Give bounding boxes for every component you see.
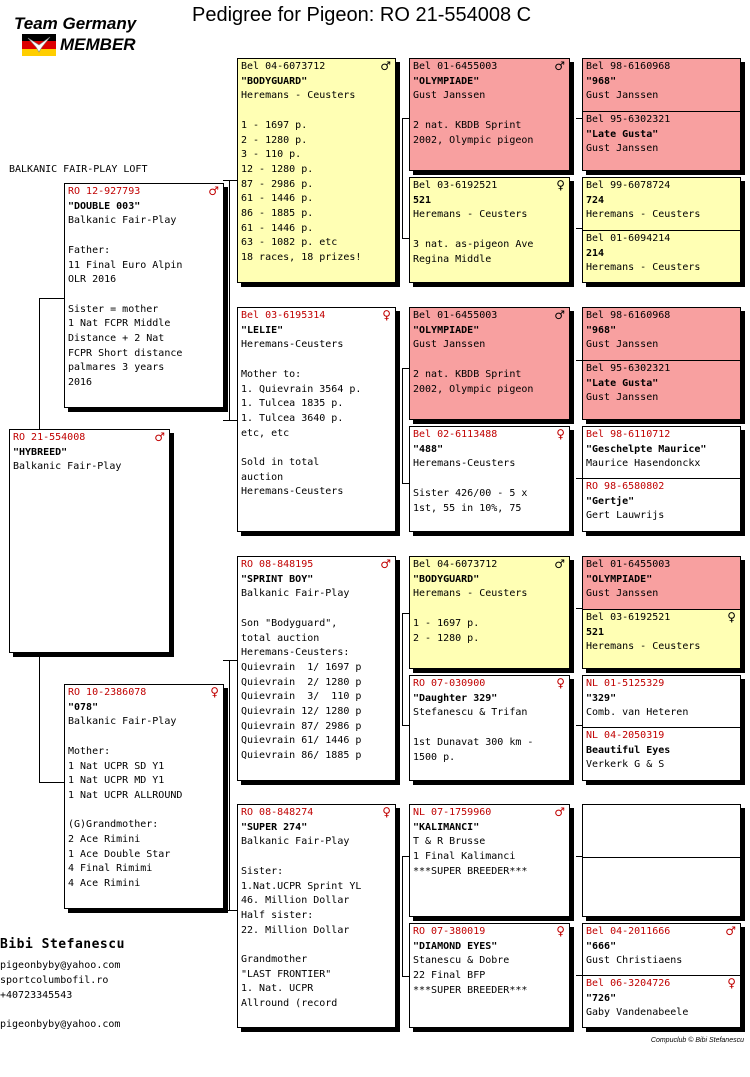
ring-number: Bel 04-2011666 <box>586 926 671 937</box>
pigeon-info-line: Balkanic Fair-Play <box>13 461 122 473</box>
pigeon-info-line: Balkanic Fair-Play <box>68 215 177 227</box>
logo-line2: MEMBER <box>60 35 136 54</box>
pigeon-info-line: 1 Nat UCPR MD Y1 <box>68 775 165 787</box>
male-icon: ♂ <box>554 805 565 819</box>
pigeon-pair-card[interactable] <box>582 58 741 171</box>
pigeon-info-line: Sold in total <box>241 457 320 468</box>
connector-line <box>223 660 237 661</box>
email-link[interactable]: pigeonbyby@yahoo.com <box>0 1019 121 1030</box>
copyright: Compuclub © Bibi Stefanescu <box>650 1037 744 1044</box>
male-icon: ♂ <box>208 184 219 198</box>
pigeon-card-ss[interactable] <box>237 58 396 283</box>
ring-number: Bel 01-6455003 <box>413 61 498 72</box>
ring-number: Bel 02-6113488 <box>413 429 498 440</box>
pigeon-pair-card[interactable] <box>582 804 741 917</box>
pigeon-info-line: 1 Nat UCPR SD Y1 <box>68 760 165 772</box>
pigeon-info-line <box>241 602 392 617</box>
female-icon: ♀ <box>382 805 391 819</box>
email-link[interactable]: pigeonbyby@yahoo.com <box>0 960 121 971</box>
pigeon-info-line: 1. Nat. UCPR <box>241 983 314 995</box>
connector-line <box>402 613 409 614</box>
pigeon-info-line: 61 - 1446 p. <box>241 222 314 234</box>
pigeon-info-line: palmares 3 years <box>68 362 165 374</box>
male-icon: ♂ <box>380 557 391 571</box>
female-icon: ♀ <box>210 685 219 699</box>
pigeon-info-line: 12 - 1280 p. <box>241 163 314 175</box>
connector-line <box>39 652 40 782</box>
website-link[interactable]: sportcolumbofil.ro <box>0 975 109 986</box>
pigeon-info-line: 61 - 1446 p. <box>241 193 314 205</box>
pigeon-pair-card[interactable] <box>582 307 741 420</box>
pigeon-name: "488" <box>413 443 444 455</box>
pigeon-info-line <box>413 721 566 736</box>
male-icon: ♂ <box>725 924 736 938</box>
pigeon-info-line <box>413 472 566 487</box>
pigeon-name: "329" <box>586 692 617 704</box>
ring-number: Bel 06-3204726 <box>586 978 671 989</box>
pigeon-info-line: T & R Brusse <box>413 836 486 848</box>
pigeon-info-line: 2 Ace Rimini <box>68 834 141 845</box>
pigeon-info-line: Grandmother <box>241 954 308 965</box>
pigeon-info-line: 1 - 1697 p. <box>413 617 480 629</box>
pigeon-card-dsd[interactable] <box>409 675 570 781</box>
pigeon-info-line: 11 Final Euro Alpin <box>68 259 183 271</box>
connector-line <box>39 298 64 299</box>
pigeon-info-line: 86 - 1885 p. <box>241 208 314 220</box>
pigeon-entry[interactable] <box>583 361 740 407</box>
pigeon-entry[interactable] <box>583 805 740 857</box>
pigeon-name: "DOUBLE 003" <box>68 200 141 212</box>
pigeon-info-line <box>241 104 392 119</box>
pigeon-card-ddd[interactable] <box>409 923 570 1028</box>
pigeon-card-dam[interactable] <box>64 684 224 909</box>
pigeon-info-line: 2002, Olympic pigeon <box>413 134 534 146</box>
pigeon-info-line: Mother to: <box>241 368 302 380</box>
pigeon-info-line <box>68 804 220 819</box>
pigeon-info-line: Gust Janssen <box>413 339 486 351</box>
pigeon-name: "LELIE" <box>241 324 284 336</box>
pigeon-name: "Late Gusta" <box>586 377 659 389</box>
pigeon-name: "666" <box>586 940 617 952</box>
pigeon-card-sire[interactable] <box>64 183 224 408</box>
pigeon-info-line: 2016 <box>68 377 93 389</box>
pigeon-name: "DIAMOND EYES" <box>413 940 498 952</box>
female-icon: ♀ <box>727 610 736 624</box>
pigeon-name: "HYBREED" <box>13 446 68 458</box>
pigeon-info-line <box>241 441 392 456</box>
pigeon-name: "OLYMPIADE" <box>586 573 653 585</box>
pigeon-info-line <box>413 223 566 238</box>
pigeon-card-sss[interactable] <box>409 58 570 171</box>
pigeon-name: "OLYMPIADE" <box>413 75 480 87</box>
pigeon-info-line: Heremans - Ceusters <box>241 90 356 102</box>
ring-number: RO 10-2386078 <box>68 687 147 698</box>
pigeon-info-line: 1.Nat.UCPR Sprint YL <box>241 880 362 892</box>
pigeon-info-line: 1st Dunavat 300 km - <box>413 736 534 748</box>
team-germany-logo <box>14 14 164 62</box>
ring-number: Bel 01-6094214 <box>586 233 671 244</box>
connector-line <box>402 976 409 977</box>
germany-flag-icon <box>22 34 56 56</box>
breeder: Gust Janssen <box>586 143 659 155</box>
pigeon-name: "968" <box>586 75 617 87</box>
pigeon-info-line: OLR 2016 <box>68 274 117 286</box>
pigeon-info-line: 22. Million Dollar <box>241 924 350 936</box>
pigeon-info-line <box>68 229 220 244</box>
pigeon-card-dss[interactable] <box>409 556 570 669</box>
pigeon-info-line: auction <box>241 471 284 483</box>
male-icon: ♂ <box>554 308 565 322</box>
ring-number: Bel 95-6302321 <box>586 363 671 374</box>
ring-number: Bel 04-6073712 <box>413 559 498 570</box>
connector-line <box>402 118 403 238</box>
pigeon-info-line: 2 - 1280 p. <box>413 632 480 644</box>
pigeon-info-line: 1. Tulcea 3640 p. <box>241 412 344 424</box>
breeder: Heremans - Ceusters <box>586 641 701 653</box>
pigeon-info-line: 87 - 2986 p. <box>241 178 314 190</box>
pigeon-info-line: Sister = mother <box>68 303 159 315</box>
pigeon-info-line: Sister: <box>241 865 284 877</box>
breeder: Gust Janssen <box>586 588 659 600</box>
pigeon-info-line: 3 - 110 p. <box>241 149 302 161</box>
pigeon-info-line: Heremans - Ceusters <box>413 588 528 600</box>
pigeon-entry[interactable] <box>583 924 740 975</box>
pigeon-entry[interactable] <box>583 676 740 727</box>
pigeon-card-dd[interactable] <box>237 804 396 1028</box>
connector-line <box>402 368 409 369</box>
female-icon: ♀ <box>556 427 565 441</box>
pigeon-info-line: Son "Bodyguard", <box>241 617 338 629</box>
pigeon-info-line: 1 Final Kalimanci <box>413 851 516 863</box>
pigeon-info-line: 1. Quievrain 3564 p. <box>241 383 362 395</box>
pigeon-entry[interactable] <box>583 427 740 478</box>
male-icon: ♂ <box>380 59 391 73</box>
pigeon-name: "SUPER 274" <box>241 821 308 833</box>
pigeon-entry[interactable] <box>583 231 740 277</box>
pigeon-info-line: Sister 426/00 - 5 x <box>413 487 528 499</box>
pigeon-pair-card[interactable] <box>582 177 741 283</box>
pigeon-info-line: 18 races, 18 prizes! <box>241 252 362 264</box>
ring-number: Bel 03-6195314 <box>241 310 326 321</box>
pigeon-name: "726" <box>586 992 617 1004</box>
pigeon-info-line: 1 - 1697 p. <box>241 119 308 131</box>
breeder: Heremans - Ceusters <box>586 209 701 221</box>
connector-line <box>402 118 409 119</box>
pigeon-info-line: ***SUPER BREEDER*** <box>413 865 528 877</box>
connector-line <box>402 856 409 857</box>
pigeon-name: 724 <box>586 194 605 206</box>
ring-number: Bel 98-6110712 <box>586 429 671 440</box>
pigeon-info-line: Half sister: <box>241 909 314 921</box>
pigeon-info-line <box>413 602 566 617</box>
pigeon-entry[interactable] <box>583 59 740 111</box>
pigeon-name: 214 <box>586 247 605 259</box>
breeder: Gert Lauwrijs <box>586 510 665 522</box>
ring-number: RO 07-380019 <box>413 926 486 937</box>
ring-number: Bel 99-6078724 <box>586 180 671 191</box>
female-icon: ♀ <box>382 308 391 322</box>
pigeon-entry[interactable] <box>583 178 740 230</box>
pigeon-card-dds[interactable] <box>409 804 570 917</box>
pigeon-info-line: (G)Grandmother: <box>68 819 159 831</box>
pigeon-entry[interactable] <box>583 610 740 656</box>
pigeon-info-line: Stanescu & Dobre <box>413 955 510 967</box>
pigeon-info-line <box>241 850 392 865</box>
breeder: Gust Janssen <box>586 392 659 404</box>
pigeon-info-line: 1500 p. <box>413 751 456 763</box>
female-icon: ♀ <box>556 924 565 938</box>
pigeon-info-line: Distance + 2 Nat <box>68 333 165 344</box>
pigeon-name: "Gertje" <box>586 495 635 507</box>
ring-number: RO 21-554008 <box>13 432 86 443</box>
pigeon-card-sds[interactable] <box>409 307 570 420</box>
pigeon-name: "Geschelpte Maurice" <box>586 443 707 455</box>
pigeon-info-line: 63 - 1082 p. etc <box>241 237 338 249</box>
pigeon-info-line: Quievrain 12/ 1280 p <box>241 706 362 718</box>
ring-number: Bel 98-6160968 <box>586 61 671 72</box>
pigeon-info-line: Quievrain 61/ 1446 p <box>241 735 362 747</box>
connector-line <box>39 298 40 431</box>
pigeon-info-line: Stefanescu & Trifan <box>413 707 528 719</box>
connector-line <box>229 180 230 420</box>
pigeon-name: "Late Gusta" <box>586 128 659 140</box>
connector-line <box>402 368 403 483</box>
pigeon-entry[interactable] <box>583 308 740 360</box>
breeder: Gust Christiaens <box>586 955 683 967</box>
pigeon-info-line <box>413 353 566 368</box>
female-icon: ♀ <box>556 676 565 690</box>
pigeon-name: 521 <box>413 194 432 206</box>
pigeon-pair-card[interactable] <box>582 556 741 669</box>
ring-number: Bel 95-6302321 <box>586 114 671 125</box>
connector-line <box>402 613 403 725</box>
pigeon-entry[interactable] <box>583 858 740 860</box>
breeder: Maurice Hasendonckx <box>586 458 701 470</box>
male-icon: ♂ <box>554 59 565 73</box>
ring-number: RO 12-927793 <box>68 186 141 197</box>
page-title: Pedigree for Pigeon: RO 21-554008 C <box>192 4 532 26</box>
logo-line1: Team Germany <box>14 14 137 33</box>
pigeon-info-line: 1. Tulcea 1835 p. <box>241 398 344 410</box>
pigeon-name: "968" <box>586 324 617 336</box>
pigeon-info-line <box>241 353 392 368</box>
pigeon-name: 521 <box>586 626 605 638</box>
breeder: Gaby Vandenabeele <box>586 1007 689 1019</box>
ring-number: Bel 01-6455003 <box>413 310 498 321</box>
pigeon-info-line <box>413 104 566 119</box>
ring-number: Bel 98-6160968 <box>586 310 671 321</box>
male-icon: ♂ <box>554 557 565 571</box>
breeder: Heremans - Ceusters <box>586 262 701 274</box>
breeder: Gust Janssen <box>586 90 659 102</box>
pigeon-info-line: 22 Final BFP <box>413 970 486 982</box>
pigeon-info-line: 2 nat. KBDB Sprint <box>413 368 522 380</box>
pigeon-info-line: 4 Final Rimimi <box>68 863 153 875</box>
pigeon-info-line: 1 Nat UCPR ALLROUND <box>68 789 183 801</box>
pigeon-info-line: FCPR Short distance <box>68 347 183 359</box>
pigeon-info-line: etc, etc <box>241 427 290 439</box>
pigeon-name: "Daughter 329" <box>413 692 498 704</box>
pigeon-name: "BODYGUARD" <box>413 573 480 585</box>
pigeon-info-line: 1 Nat FCPR Middle <box>68 318 171 330</box>
pigeon-info-line: Quievrain 86/ 1885 p <box>241 750 362 762</box>
pigeon-pair-card[interactable] <box>582 675 741 781</box>
pigeon-name: "SPRINT BOY" <box>241 573 314 585</box>
pigeon-info-line: Allround (record <box>241 998 338 1010</box>
loft-name: BALKANIC FAIR-PLAY LOFT <box>9 164 148 175</box>
connector-line <box>229 660 230 910</box>
pigeon-entry[interactable] <box>583 976 740 1022</box>
ring-number: RO 98-6580802 <box>586 481 665 492</box>
pigeon-entry[interactable] <box>583 112 740 158</box>
breeder: Gust Janssen <box>586 339 659 351</box>
pigeon-info-line: 4 Ace Rimini <box>68 878 141 890</box>
pigeon-info-line: Heremans-Ceusters <box>413 458 516 470</box>
breeder-name: Bibi Stefanescu <box>0 937 125 952</box>
pigeon-entry[interactable] <box>583 557 740 609</box>
pigeon-info-line: Heremans-Ceusters <box>241 486 344 498</box>
ring-number: RO 07-030900 <box>413 678 486 689</box>
pigeon-info-line: Balkanic Fair-Play <box>241 588 350 600</box>
phone-number: +40723345543 <box>0 990 73 1001</box>
pigeon-card-ds[interactable] <box>237 556 396 781</box>
pigeon-info-line: 2 nat. KBDB Sprint <box>413 119 522 131</box>
pigeon-info-line: ***SUPER BREEDER*** <box>413 984 528 996</box>
pigeon-entry[interactable] <box>583 479 740 525</box>
pigeon-info-line: 1 Ace Double Star <box>68 848 171 860</box>
pigeon-entry[interactable] <box>583 728 740 774</box>
ring-number: RO 08-848274 <box>241 807 314 818</box>
pigeon-pair-card[interactable] <box>582 923 741 1028</box>
pigeon-info-line: 2 - 1280 p. <box>241 134 308 146</box>
connector-line <box>223 420 237 421</box>
pigeon-info-line: Quievrain 1/ 1697 p <box>241 661 362 673</box>
pigeon-card-ssd[interactable] <box>409 177 570 283</box>
pigeon-card-subject[interactable] <box>9 429 170 653</box>
female-icon: ♀ <box>556 178 565 192</box>
connector-line <box>402 483 409 484</box>
pigeon-info-line: 2002, Olympic pigeon <box>413 383 534 395</box>
pigeon-info-line: Quievrain 87/ 2986 p <box>241 720 362 732</box>
pigeon-info-line: total auction <box>241 632 320 644</box>
pigeon-pair-card[interactable] <box>582 426 741 532</box>
pigeon-info-line: Heremans - Ceusters <box>413 209 528 221</box>
female-icon: ♀ <box>727 976 736 990</box>
pigeon-info-line <box>241 938 392 953</box>
ring-number: Bel 01-6455003 <box>586 559 671 570</box>
pigeon-name: "BODYGUARD" <box>241 75 308 87</box>
connector-line <box>223 910 237 911</box>
pigeon-info-line: Father: <box>68 244 111 256</box>
male-icon: ♂ <box>154 430 165 444</box>
pigeon-info-line: 3 nat. as-pigeon Ave <box>413 238 534 250</box>
pigeon-info-line: Balkanic Fair-Play <box>68 716 177 728</box>
pigeon-info-line: Quievrain 3/ 110 p <box>241 691 362 703</box>
pigeon-info-line: Heremans-Ceusters <box>241 339 344 351</box>
connector-line <box>39 782 64 783</box>
breeder: Comb. van Heteren <box>586 707 689 719</box>
pigeon-info-line: 1st, 55 in 10%, 75 <box>413 502 522 514</box>
pigeon-info-line: Regina Middle <box>413 253 492 265</box>
ring-number: RO 08-848195 <box>241 559 314 570</box>
connector-line <box>402 856 403 976</box>
pigeon-info-line: Balkanic Fair-Play <box>241 836 350 848</box>
pigeon-name: "KALIMANCI" <box>413 821 480 833</box>
pigeon-info-line: 46. Million Dollar <box>241 895 350 907</box>
pigeon-name: "078" <box>68 701 99 713</box>
pigeon-info-line: Gust Janssen <box>413 90 486 102</box>
pigeon-card-sdd[interactable] <box>409 426 570 532</box>
ring-number: NL 01-5125329 <box>586 678 665 689</box>
pigeon-info-line: Quievrain 2/ 1280 p <box>241 676 362 688</box>
pigeon-name: "OLYMPIADE" <box>413 324 480 336</box>
pigeon-info-line <box>68 730 220 745</box>
ring-number: Bel 03-6192521 <box>413 180 498 191</box>
pigeon-info-line: "LAST FRONTIER" <box>241 968 332 980</box>
connector-line <box>223 180 237 181</box>
pigeon-info-line <box>68 288 220 303</box>
ring-number: NL 07-1759960 <box>413 807 492 818</box>
pigeon-name: Beautiful Eyes <box>586 744 671 756</box>
connector-line <box>402 238 409 239</box>
pigeon-info-line: Heremans-Ceusters: <box>241 647 350 659</box>
connector-line <box>402 725 409 726</box>
ring-number: NL 04-2050319 <box>586 730 665 741</box>
breeder: Verkerk G & S <box>586 759 665 771</box>
ring-number: Bel 04-6073712 <box>241 61 326 72</box>
pigeon-card-sd[interactable] <box>237 307 396 532</box>
ring-number: Bel 03-6192521 <box>586 612 671 623</box>
pigeon-info-line: Mother: <box>68 745 111 757</box>
